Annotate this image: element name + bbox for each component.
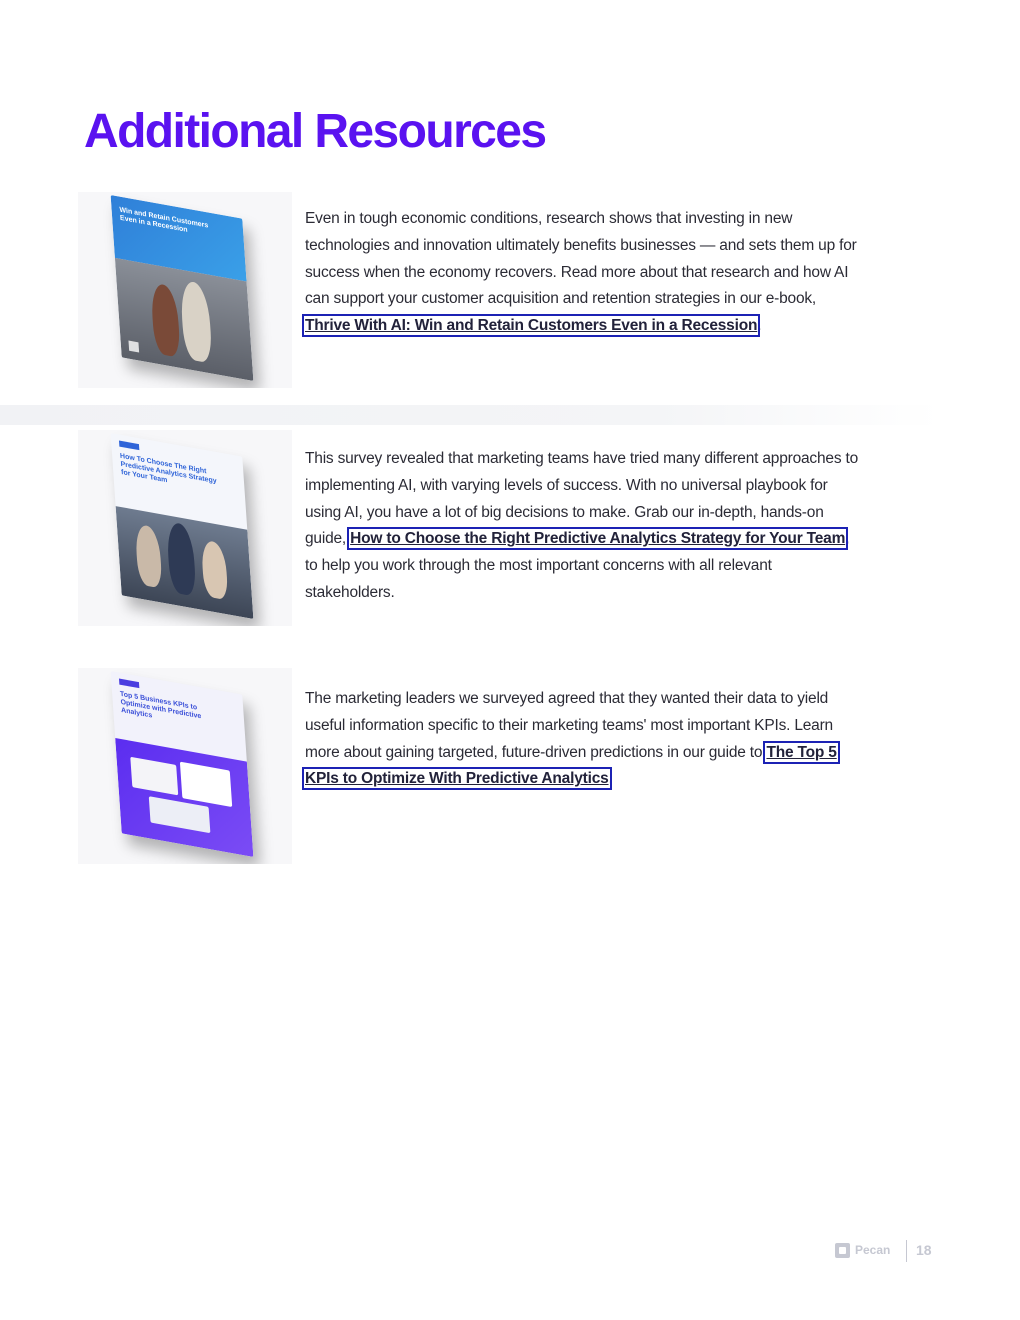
cover-title: Win and Retain Customers Even in a Recession — [119, 206, 209, 234]
resource-2-link[interactable]: How to Choose the Right Predictive Analytics Strategy for Your Team — [350, 530, 846, 548]
guide-cover-top-kpis-thumbnail[interactable] — [78, 668, 292, 864]
resource-1-text — [305, 206, 865, 340]
guide-cover-top-kpis-icon — [111, 671, 254, 857]
footer-brand-name: Pecan — [855, 1243, 891, 1257]
resource-2-text — [305, 446, 865, 607]
resource-3-text-after: . — [608, 770, 613, 788]
pecan-logo-icon — [835, 1243, 850, 1258]
guide-cover-predictive-strategy-thumbnail[interactable] — [78, 430, 292, 626]
ebook-cover-recession-thumbnail[interactable] — [78, 192, 292, 388]
resource-1-link[interactable]: Thrive With AI: Win and Retain Customers Even in a Recession — [305, 317, 758, 335]
page-title: Additional Resources — [84, 105, 546, 158]
cover-title: Top 5 Business KPIs to Optimize with Predictive Analytics — [119, 690, 202, 721]
ebook-cover-recession-icon — [111, 195, 254, 381]
resource-3-text — [305, 686, 865, 793]
resource-3-link[interactable]: The Top 5 KPIs to Optimize With Predictive Analytics — [305, 743, 837, 788]
footer-brand — [835, 1241, 890, 1259]
footer-divider — [906, 1240, 907, 1262]
guide-cover-predictive-strategy-icon — [111, 433, 254, 619]
section-divider-band — [0, 405, 940, 425]
page-number: 18 — [916, 1242, 932, 1258]
resource-1-text-after: . — [757, 317, 762, 335]
cover-title: How To Choose The Right Predictive Analytics Strategy for Your Team — [119, 452, 217, 486]
resource-1-text-before: Even in tough economic conditions, research shows that investing in new technologies and innovation ultimately benefits businesses — and sets them up for success when the economy recovers. Read more about that research and how AI can support your customer acquisition and retention strategies in our e-book, — [305, 210, 857, 308]
resource-3-text-before: The marketing leaders we surveyed agreed that they wanted their data to yield useful information specific to their marketing teams' most important KPIs. Learn more about gaining targeted, future-driven predictions in our guide to — [305, 690, 833, 761]
resource-2-text-after: , to help you work through the most important concerns with all relevant stakeholders. — [305, 530, 850, 601]
resource-2-text-before: This survey revealed that marketing teams have tried many different approaches to implementing AI, with varying levels of success. With no universal playbook for using AI, you have a lot of big decisions to make. Grab our in-depth, hands-on guide, — [305, 450, 859, 548]
